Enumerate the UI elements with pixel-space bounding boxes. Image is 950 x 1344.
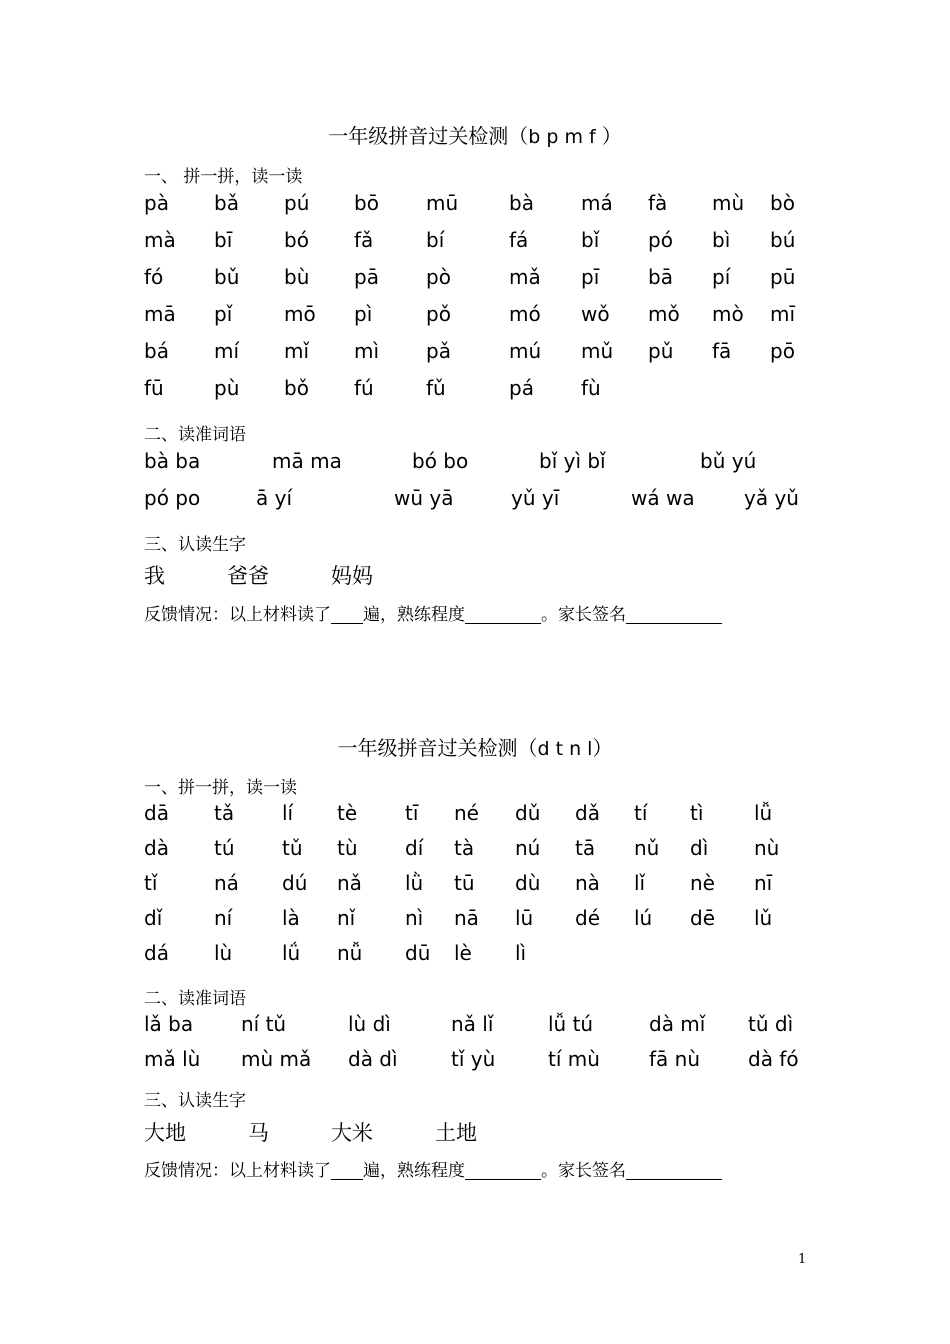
pinyin-item: lǜ bbox=[405, 871, 424, 895]
pinyin-item: mò bbox=[712, 302, 744, 326]
pinyin-item: mā ma bbox=[272, 449, 342, 473]
pinyin-item: bì bbox=[712, 228, 731, 252]
section-2-heading-spell: 一、拼一拼，读一读 bbox=[144, 778, 297, 798]
pinyin-item: tǐ yù bbox=[451, 1047, 496, 1071]
pinyin-item: tǔ bbox=[282, 836, 303, 860]
pinyin-item: lǚ bbox=[754, 801, 773, 825]
pinyin-item: fà bbox=[648, 191, 668, 215]
pinyin-item: tì bbox=[690, 801, 704, 825]
pinyin-item: fā nù bbox=[649, 1047, 701, 1071]
section-2-heading-words: 二、读准词语 bbox=[144, 989, 246, 1009]
pinyin-item: mí bbox=[214, 339, 240, 363]
pinyin-item: pā bbox=[354, 265, 379, 289]
pinyin-item: bī bbox=[214, 228, 233, 252]
pinyin-item: nǎ bbox=[337, 871, 362, 895]
pinyin-item: pī bbox=[581, 265, 600, 289]
read-count-blank[interactable] bbox=[331, 605, 363, 624]
section-2-syllable-grid bbox=[144, 800, 824, 975]
pinyin-item: fū bbox=[144, 376, 164, 400]
pinyin-item: nī bbox=[754, 871, 773, 895]
pinyin-item: wǒ bbox=[581, 302, 610, 326]
pinyin-item: dé bbox=[575, 906, 600, 930]
character-item: 土地 bbox=[435, 1121, 477, 1145]
pinyin-item: mō bbox=[284, 302, 316, 326]
pinyin-item: dǎ bbox=[575, 801, 600, 825]
pinyin-item: lù bbox=[214, 941, 233, 965]
pinyin-item: tǎ bbox=[214, 801, 235, 825]
parent-signature-blank[interactable] bbox=[626, 1161, 722, 1180]
pinyin-item: ná bbox=[214, 871, 239, 895]
pinyin-item: fā bbox=[712, 339, 732, 363]
pinyin-item: nǐ bbox=[337, 906, 356, 930]
grid-row bbox=[144, 375, 824, 412]
pinyin-item: lǔ bbox=[754, 906, 773, 930]
pinyin-item: lù dì bbox=[348, 1012, 391, 1036]
pinyin-item: bǐ bbox=[581, 228, 600, 252]
pinyin-item: pú bbox=[284, 191, 310, 215]
pinyin-item: nā bbox=[454, 906, 479, 930]
pinyin-item: lǐ bbox=[634, 871, 646, 895]
pinyin-item: nà bbox=[575, 871, 600, 895]
pinyin-item: lǘ bbox=[282, 941, 301, 965]
pinyin-item: pá bbox=[509, 376, 534, 400]
pinyin-item: dà mǐ bbox=[649, 1012, 706, 1036]
section-1-heading-spell: 一、 拼一拼，读一读 bbox=[144, 167, 303, 187]
pinyin-item: fó bbox=[144, 265, 164, 289]
pinyin-item: mī bbox=[770, 302, 796, 326]
pinyin-item: là bbox=[282, 906, 300, 930]
pinyin-item: lú bbox=[634, 906, 653, 930]
pinyin-item: bà ba bbox=[144, 449, 201, 473]
section-1-feedback: 反馈情况：以上材料读了 遍，熟练程度 。家长签名 bbox=[144, 600, 722, 625]
pinyin-item: bō bbox=[354, 191, 379, 215]
pinyin-item: tǔ dì bbox=[748, 1012, 794, 1036]
pinyin-item: mú bbox=[509, 339, 542, 363]
pinyin-item: yǔ yī bbox=[511, 486, 560, 510]
section-1-title: 一年级拼音过关检测（b p m f ） bbox=[328, 124, 622, 148]
pinyin-item: bǔ bbox=[214, 265, 240, 289]
section-1-heading-words: 二、读准词语 bbox=[144, 425, 246, 445]
pinyin-item: mǔ bbox=[581, 339, 614, 363]
pinyin-item: bò bbox=[770, 191, 795, 215]
pinyin-item: pó bbox=[648, 228, 673, 252]
pinyin-item: lè bbox=[454, 941, 472, 965]
pinyin-item: dǐ bbox=[144, 906, 163, 930]
section-1-word-grid bbox=[144, 448, 824, 522]
pinyin-item: tè bbox=[337, 801, 358, 825]
grid-row bbox=[144, 301, 824, 338]
pinyin-item: tí bbox=[634, 801, 648, 825]
pinyin-item: nǎ lǐ bbox=[451, 1012, 494, 1036]
pinyin-item: dē bbox=[690, 906, 715, 930]
pinyin-item: ā yí bbox=[256, 486, 293, 510]
character-item: 爸爸 bbox=[227, 564, 269, 588]
grid-row bbox=[144, 1046, 824, 1081]
pinyin-item: fǎ bbox=[354, 228, 374, 252]
pinyin-item: mà bbox=[144, 228, 176, 252]
pinyin-item: mū bbox=[426, 191, 459, 215]
pinyin-item: pǒ bbox=[426, 302, 451, 326]
pinyin-item: lǚ tú bbox=[548, 1012, 594, 1036]
pinyin-item: mǒ bbox=[648, 302, 680, 326]
pinyin-item: pò bbox=[426, 265, 451, 289]
pinyin-item: nè bbox=[690, 871, 715, 895]
pinyin-item: bǔ yú bbox=[700, 449, 757, 473]
pinyin-item: né bbox=[454, 801, 479, 825]
section-2-feedback: 反馈情况：以上材料读了 遍，熟练程度 。家长签名 bbox=[144, 1156, 722, 1181]
pinyin-item: dā bbox=[144, 801, 169, 825]
pinyin-item: bá bbox=[144, 339, 169, 363]
parent-signature-blank[interactable] bbox=[626, 605, 722, 624]
grid-row bbox=[144, 227, 824, 264]
grid-row bbox=[144, 1011, 824, 1046]
pinyin-item: bó bo bbox=[412, 449, 469, 473]
pinyin-item: nǔ bbox=[634, 836, 660, 860]
proficiency-blank[interactable] bbox=[465, 1161, 541, 1180]
pinyin-item: mǎ bbox=[509, 265, 541, 289]
grid-row bbox=[144, 338, 824, 375]
pinyin-item: pí bbox=[712, 265, 731, 289]
character-item: 妈妈 bbox=[331, 564, 373, 588]
pinyin-item: tù bbox=[337, 836, 358, 860]
pinyin-item: dǔ bbox=[515, 801, 541, 825]
pinyin-item: nú bbox=[515, 836, 541, 860]
pinyin-item: ní bbox=[214, 906, 233, 930]
pinyin-item: dú bbox=[282, 871, 308, 895]
character-item: 大米 bbox=[331, 1121, 373, 1145]
pinyin-item: dí bbox=[405, 836, 424, 860]
pinyin-item: pō bbox=[770, 339, 795, 363]
grid-row bbox=[144, 448, 824, 485]
pinyin-item: dà dì bbox=[348, 1047, 398, 1071]
pinyin-item: nù bbox=[754, 836, 780, 860]
character-item: 马 bbox=[248, 1121, 269, 1145]
pinyin-item: pū bbox=[770, 265, 796, 289]
pinyin-item: bó bbox=[284, 228, 309, 252]
pinyin-item: nǚ bbox=[337, 941, 363, 965]
pinyin-item: dá bbox=[144, 941, 169, 965]
section-1-characters bbox=[144, 560, 435, 590]
pinyin-item: lí bbox=[282, 801, 294, 825]
pinyin-item: pà bbox=[144, 191, 169, 215]
pinyin-item: fù bbox=[581, 376, 601, 400]
grid-row bbox=[144, 870, 824, 905]
pinyin-item: mó bbox=[509, 302, 541, 326]
pinyin-item: tǐ bbox=[144, 871, 158, 895]
character-item: 我 bbox=[144, 564, 165, 588]
section-1-heading-chars: 三、认读生字 bbox=[144, 535, 246, 555]
grid-row bbox=[144, 905, 824, 940]
pinyin-item: mā bbox=[144, 302, 176, 326]
pinyin-item: tī bbox=[405, 801, 419, 825]
pinyin-item: má bbox=[581, 191, 613, 215]
pinyin-item: wá wa bbox=[631, 486, 695, 510]
pinyin-item: tà bbox=[454, 836, 475, 860]
pinyin-item: fá bbox=[509, 228, 529, 252]
pinyin-item: bú bbox=[770, 228, 796, 252]
pinyin-item: tā bbox=[575, 836, 596, 860]
section-1-syllable-grid bbox=[144, 190, 824, 412]
grid-row bbox=[144, 485, 824, 522]
pinyin-item: fǔ bbox=[426, 376, 446, 400]
pinyin-item: lū bbox=[515, 906, 534, 930]
pinyin-item: dà bbox=[144, 836, 169, 860]
pinyin-item: dù bbox=[515, 871, 541, 895]
pinyin-item: pǔ bbox=[648, 339, 674, 363]
pinyin-item: pǐ bbox=[214, 302, 233, 326]
pinyin-item: pù bbox=[214, 376, 240, 400]
grid-row bbox=[144, 800, 824, 835]
pinyin-item: bā bbox=[648, 265, 673, 289]
section-2-title: 一年级拼音过关检测（d t n l） bbox=[337, 736, 613, 760]
pinyin-item: bǎ bbox=[214, 191, 239, 215]
pinyin-item: dū bbox=[405, 941, 431, 965]
pinyin-item: fú bbox=[354, 376, 374, 400]
pinyin-item: dì bbox=[690, 836, 709, 860]
pinyin-item: pó po bbox=[144, 486, 201, 510]
grid-row bbox=[144, 190, 824, 227]
pinyin-item: lǎ ba bbox=[144, 1012, 194, 1036]
pinyin-item: dà fó bbox=[748, 1047, 799, 1071]
section-2-heading-chars: 三、认读生字 bbox=[144, 1091, 246, 1111]
pinyin-item: bǒ bbox=[284, 376, 309, 400]
pinyin-item: mǐ bbox=[284, 339, 310, 363]
pinyin-item: bí bbox=[426, 228, 445, 252]
pinyin-item: tí mù bbox=[548, 1047, 600, 1071]
pinyin-item: ní tǔ bbox=[241, 1012, 287, 1036]
pinyin-item: bǐ yì bǐ bbox=[539, 449, 606, 473]
proficiency-blank[interactable] bbox=[465, 605, 541, 624]
pinyin-item: bà bbox=[509, 191, 534, 215]
pinyin-item: tú bbox=[214, 836, 235, 860]
grid-row bbox=[144, 264, 824, 301]
pinyin-item: mù mǎ bbox=[241, 1047, 312, 1071]
page-number: 1 bbox=[798, 1252, 807, 1267]
section-2-characters bbox=[144, 1117, 539, 1147]
character-item: 大地 bbox=[144, 1121, 186, 1145]
pinyin-item: tū bbox=[454, 871, 475, 895]
pinyin-item: mù bbox=[712, 191, 745, 215]
pinyin-item: pì bbox=[354, 302, 373, 326]
grid-row bbox=[144, 835, 824, 870]
pinyin-item: mǎ lù bbox=[144, 1047, 201, 1071]
read-count-blank[interactable] bbox=[331, 1161, 363, 1180]
pinyin-item: lì bbox=[515, 941, 527, 965]
pinyin-item: nì bbox=[405, 906, 424, 930]
pinyin-item: yǎ yǔ bbox=[744, 486, 799, 510]
grid-row bbox=[144, 940, 824, 975]
section-2-word-grid bbox=[144, 1011, 824, 1081]
pinyin-item: wū yā bbox=[394, 486, 454, 510]
pinyin-item: mì bbox=[354, 339, 380, 363]
pinyin-item: pǎ bbox=[426, 339, 451, 363]
pinyin-item: bù bbox=[284, 265, 310, 289]
